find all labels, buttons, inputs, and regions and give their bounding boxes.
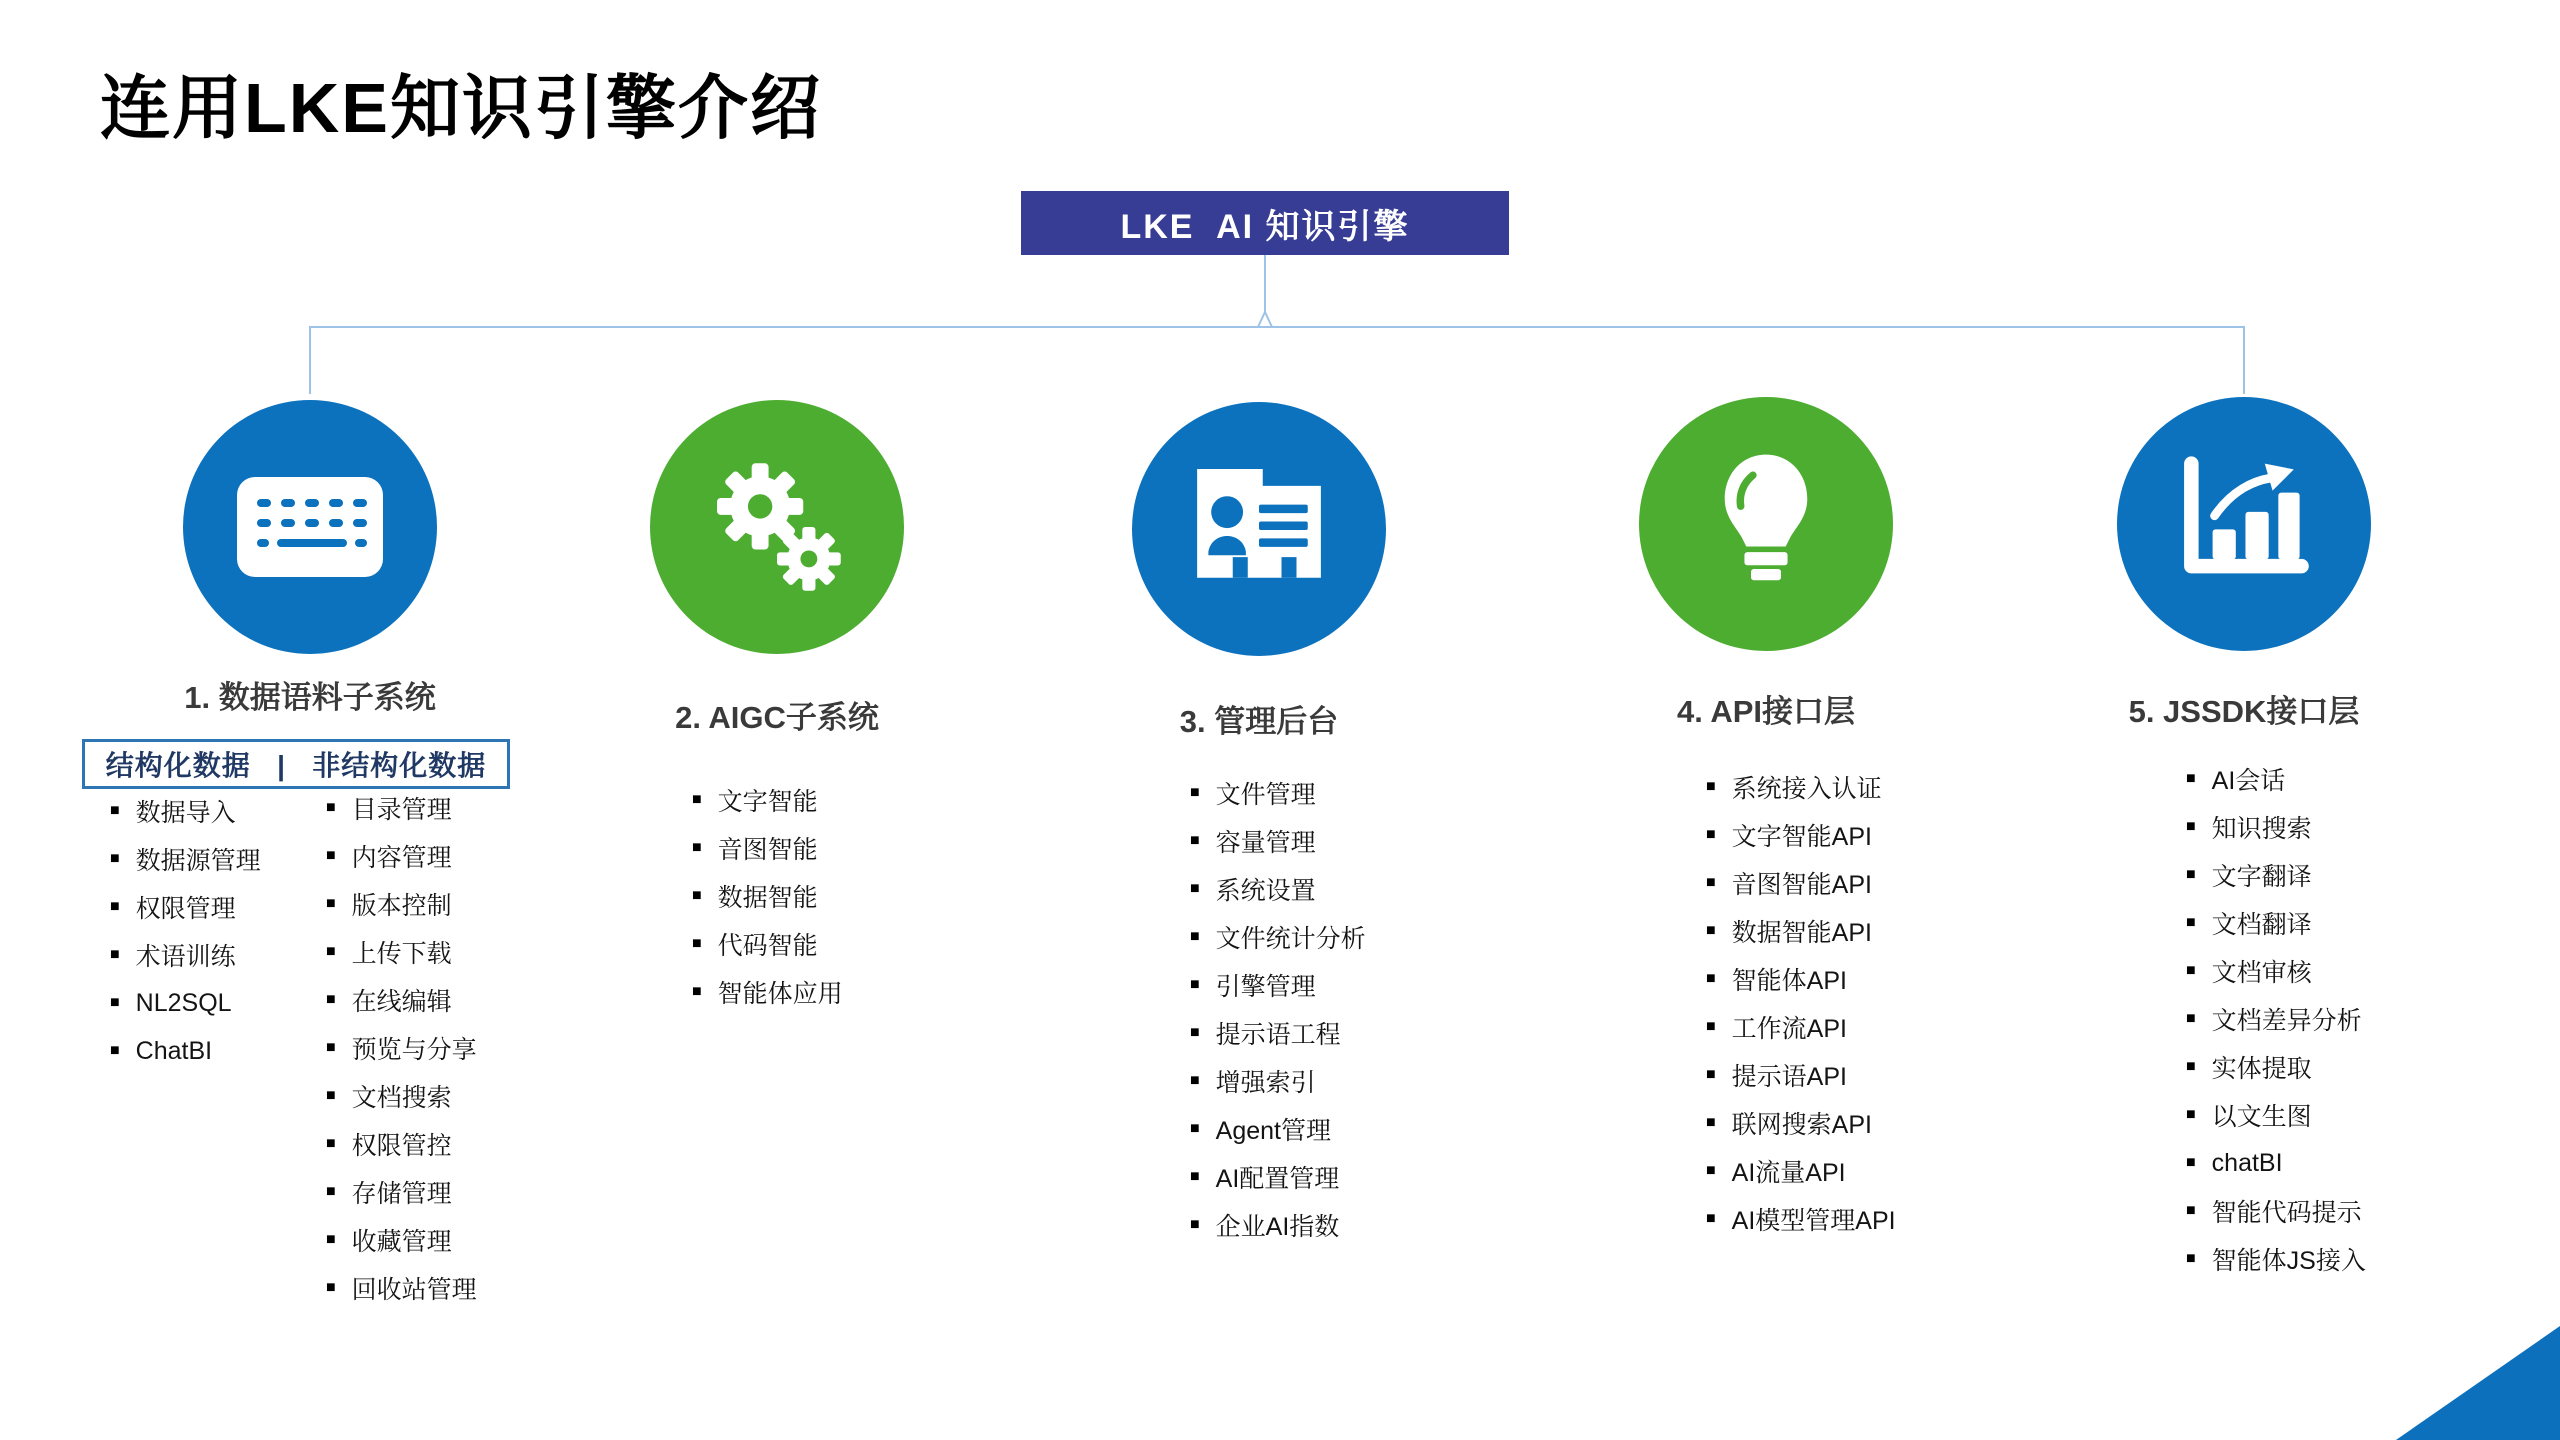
bullet-square-icon: ■ <box>2186 1058 2196 1075</box>
list-item-label: 容量管理 <box>1215 829 1316 857</box>
bullet-square-icon: ■ <box>326 1279 336 1296</box>
list-item <box>326 880 477 928</box>
list-item-label: 实体提取 <box>2211 1055 2312 1083</box>
list-item-label: 提示语API <box>1731 1063 1847 1091</box>
list-item <box>692 968 843 1016</box>
branch-2-list <box>692 776 843 1016</box>
bullet-square-icon: ■ <box>110 802 120 819</box>
list-item-label: 智能体应用 <box>717 980 843 1008</box>
lightbulb-icon <box>1708 449 1824 599</box>
list-item-label: 数据智能API <box>1731 919 1872 947</box>
list-item <box>326 1072 477 1120</box>
list-item-label: AI模型管理API <box>1731 1207 1896 1235</box>
list-item <box>2186 1139 2366 1187</box>
list-item <box>1706 859 1896 907</box>
bullet-square-icon: ■ <box>326 799 336 816</box>
bullet-square-icon: ■ <box>326 895 336 912</box>
list-item <box>326 976 477 1024</box>
list-item-label: 回收站管理 <box>351 1276 477 1304</box>
list-item <box>2186 899 2366 947</box>
list-item-label: 智能代码提示 <box>2211 1199 2362 1227</box>
list-item-label: 工作流API <box>1731 1015 1847 1043</box>
bullet-square-icon: ■ <box>110 1042 120 1059</box>
list-item-label: 音图智能API <box>1731 871 1872 899</box>
list-item-label: 企业AI指数 <box>1215 1213 1340 1241</box>
bullet-square-icon: ■ <box>110 850 120 867</box>
branch-4-title: 4. API接口层 <box>1677 694 1855 729</box>
list-item-label: 上传下载 <box>351 940 452 968</box>
list-item-label: 数据源管理 <box>135 847 261 875</box>
bullet-square-icon: ■ <box>1706 1018 1716 1035</box>
list-item <box>1190 1009 1366 1057</box>
list-item <box>1706 1003 1896 1051</box>
bullet-square-icon: ■ <box>326 1135 336 1152</box>
list-item-label: 文件统计分析 <box>1215 925 1366 953</box>
list-item <box>1706 1147 1896 1195</box>
bullet-square-icon: ■ <box>1706 922 1716 939</box>
list-item-label: 智能体API <box>1731 967 1847 995</box>
list-item <box>1706 763 1896 811</box>
list-item-label: 数据导入 <box>135 799 236 827</box>
data-type-box: 结构化数据 | 非结构化数据 <box>82 739 510 789</box>
list-item <box>2186 851 2366 899</box>
branch-1-circle <box>183 400 437 654</box>
list-item-label: 联网搜索API <box>1731 1111 1872 1139</box>
list-item-label: 代码智能 <box>717 932 818 960</box>
bullet-square-icon: ■ <box>1706 1066 1716 1083</box>
list-item <box>326 1024 477 1072</box>
branch-3-title: 3. 管理后台 <box>1179 704 1339 739</box>
page-title: 连用LKE知识引擎介绍 <box>100 69 822 147</box>
list-item-label: 版本控制 <box>351 892 452 920</box>
branch-5-title: 5. JSSDK接口层 <box>2128 694 2360 729</box>
bullet-square-icon: ■ <box>110 946 120 963</box>
bullet-square-icon: ■ <box>1190 880 1200 897</box>
bullet-square-icon: ■ <box>692 983 702 1000</box>
list-item <box>1706 811 1896 859</box>
list-item <box>1190 817 1366 865</box>
bullet-square-icon: ■ <box>2186 1250 2196 1267</box>
list-item <box>692 776 843 824</box>
list-item <box>110 931 261 979</box>
bullet-square-icon: ■ <box>110 994 120 1011</box>
list-item <box>326 1120 477 1168</box>
list-item-label: 系统接入认证 <box>1731 775 1882 803</box>
bullet-square-icon: ■ <box>1190 1024 1200 1041</box>
list-item-label: 术语训练 <box>135 943 236 971</box>
list-item <box>326 784 477 832</box>
bullet-square-icon: ■ <box>692 935 702 952</box>
list-item <box>1706 1195 1896 1243</box>
list-item <box>326 832 477 880</box>
root-node: LKE AI 知识引擎 <box>1021 191 1509 255</box>
list-item-label: 文档审核 <box>2211 959 2312 987</box>
bullet-square-icon: ■ <box>2186 866 2196 883</box>
list-item-label: 音图智能 <box>717 836 818 864</box>
bullet-square-icon: ■ <box>1190 1072 1200 1089</box>
list-item <box>2186 1235 2366 1283</box>
list-item <box>326 928 477 976</box>
list-item-label: 知识搜索 <box>2211 815 2312 843</box>
bullet-square-icon: ■ <box>2186 1154 2196 1171</box>
list-item-label: ChatBI <box>135 1036 213 1065</box>
list-item-label: 在线编辑 <box>351 988 452 1016</box>
bullet-square-icon: ■ <box>1706 1162 1716 1179</box>
branch-3-list <box>1190 769 1366 1249</box>
list-item <box>2186 803 2366 851</box>
list-item-label: chatBI <box>2211 1148 2283 1177</box>
list-item <box>110 1027 261 1075</box>
bullet-square-icon: ■ <box>1190 976 1200 993</box>
list-item <box>1190 1153 1366 1201</box>
bullet-square-icon: ■ <box>1190 784 1200 801</box>
list-item-label: 文档翻译 <box>2211 911 2312 939</box>
bullet-square-icon: ■ <box>2186 770 2196 787</box>
list-item <box>2186 1043 2366 1091</box>
list-item-label: 文字智能API <box>1731 823 1872 851</box>
list-item <box>326 1216 477 1264</box>
list-item <box>1706 907 1896 955</box>
list-item <box>110 787 261 835</box>
branch-2-circle <box>650 400 904 654</box>
list-item <box>2186 1091 2366 1139</box>
list-item <box>692 920 843 968</box>
bullet-square-icon: ■ <box>2186 1106 2196 1123</box>
list-item <box>1706 955 1896 1003</box>
list-item-label: AI会话 <box>2211 767 2286 795</box>
bullet-square-icon: ■ <box>692 887 702 904</box>
bullet-square-icon: ■ <box>1190 1216 1200 1233</box>
list-item <box>326 1264 477 1312</box>
list-item-label: 预览与分享 <box>351 1036 477 1064</box>
bullet-square-icon: ■ <box>692 791 702 808</box>
bullet-square-icon: ■ <box>2186 1010 2196 1027</box>
branch-4-list <box>1706 763 1896 1243</box>
bullet-square-icon: ■ <box>2186 914 2196 931</box>
list-item <box>1190 1057 1366 1105</box>
list-item <box>1190 865 1366 913</box>
bullet-square-icon: ■ <box>692 839 702 856</box>
bullet-square-icon: ■ <box>1706 874 1716 891</box>
branch-3-circle <box>1132 402 1386 656</box>
list-item-label: 文档差异分析 <box>2211 1007 2362 1035</box>
bullet-square-icon: ■ <box>1706 1114 1716 1131</box>
branch-1-right-list <box>326 784 477 1312</box>
list-item-label: 文字智能 <box>717 788 818 816</box>
list-item <box>1190 913 1366 961</box>
list-item <box>1706 1099 1896 1147</box>
bullet-square-icon: ■ <box>326 943 336 960</box>
list-item-label: 权限管控 <box>351 1132 452 1160</box>
bullet-square-icon: ■ <box>326 1039 336 1056</box>
list-item <box>1190 769 1366 817</box>
bullet-square-icon: ■ <box>2186 1202 2196 1219</box>
bullet-square-icon: ■ <box>1706 778 1716 795</box>
bullet-square-icon: ■ <box>1706 826 1716 843</box>
list-item-label: 收藏管理 <box>351 1228 452 1256</box>
list-item-label: 引擎管理 <box>1215 973 1316 1001</box>
branch-1-title: 1. 数据语料子系统 <box>184 680 436 715</box>
bullet-square-icon: ■ <box>1190 928 1200 945</box>
list-item-label: 数据智能 <box>717 884 818 912</box>
bullet-square-icon: ■ <box>1190 1168 1200 1185</box>
bullet-square-icon: ■ <box>326 1087 336 1104</box>
bullet-square-icon: ■ <box>110 898 120 915</box>
bullet-square-icon: ■ <box>1706 1210 1716 1227</box>
list-item <box>1190 1105 1366 1153</box>
gears-icon <box>702 452 852 602</box>
bullet-square-icon: ■ <box>1706 970 1716 987</box>
list-item-label: 文字翻译 <box>2211 863 2312 891</box>
list-item <box>692 872 843 920</box>
branch-2-title: 2. AIGC子系统 <box>675 700 879 735</box>
list-item <box>2186 995 2366 1043</box>
list-item-label: 增强索引 <box>1215 1069 1316 1097</box>
branch-5-circle <box>2117 397 2371 651</box>
list-item <box>110 835 261 883</box>
list-item-label: 存储管理 <box>351 1180 452 1208</box>
list-item <box>2186 1187 2366 1235</box>
branch-4-circle <box>1639 397 1893 651</box>
list-item-label: 目录管理 <box>351 796 452 824</box>
list-item <box>1706 1051 1896 1099</box>
branch-1-left-list <box>110 787 261 1075</box>
keyboard-icon <box>235 475 385 579</box>
list-item <box>1190 1201 1366 1249</box>
list-item-label: 内容管理 <box>351 844 452 872</box>
bar-chart-growth-icon <box>2172 452 2317 597</box>
list-item-label: 以文生图 <box>2211 1103 2312 1131</box>
list-item-label: AI配置管理 <box>1215 1165 1340 1193</box>
bullet-square-icon: ■ <box>1190 1120 1200 1137</box>
list-item <box>110 883 261 931</box>
list-item-label: 权限管理 <box>135 895 236 923</box>
list-item-label: 系统设置 <box>1215 877 1316 905</box>
list-item-label: Agent管理 <box>1215 1117 1332 1145</box>
list-item <box>326 1168 477 1216</box>
list-item-label: 智能体JS接入 <box>2211 1247 2366 1275</box>
list-item <box>2186 947 2366 995</box>
list-item-label: 文件管理 <box>1215 781 1316 809</box>
bullet-square-icon: ■ <box>326 991 336 1008</box>
list-item <box>110 979 261 1027</box>
branch-5-list <box>2186 755 2366 1283</box>
bullet-square-icon: ■ <box>1190 832 1200 849</box>
list-item-label: 文档搜索 <box>351 1084 452 1112</box>
list-item <box>2186 755 2366 803</box>
bullet-square-icon: ■ <box>326 1183 336 1200</box>
bullet-square-icon: ■ <box>2186 962 2196 979</box>
contact-card-icon <box>1184 463 1334 595</box>
bullet-square-icon: ■ <box>2186 818 2196 835</box>
list-item <box>692 824 843 872</box>
list-item-label: 提示语工程 <box>1215 1021 1341 1049</box>
list-item <box>1190 961 1366 1009</box>
list-item-label: AI流量API <box>1731 1159 1846 1187</box>
bullet-square-icon: ■ <box>326 1231 336 1248</box>
bullet-square-icon: ■ <box>326 847 336 864</box>
list-item-label: NL2SQL <box>135 988 232 1017</box>
